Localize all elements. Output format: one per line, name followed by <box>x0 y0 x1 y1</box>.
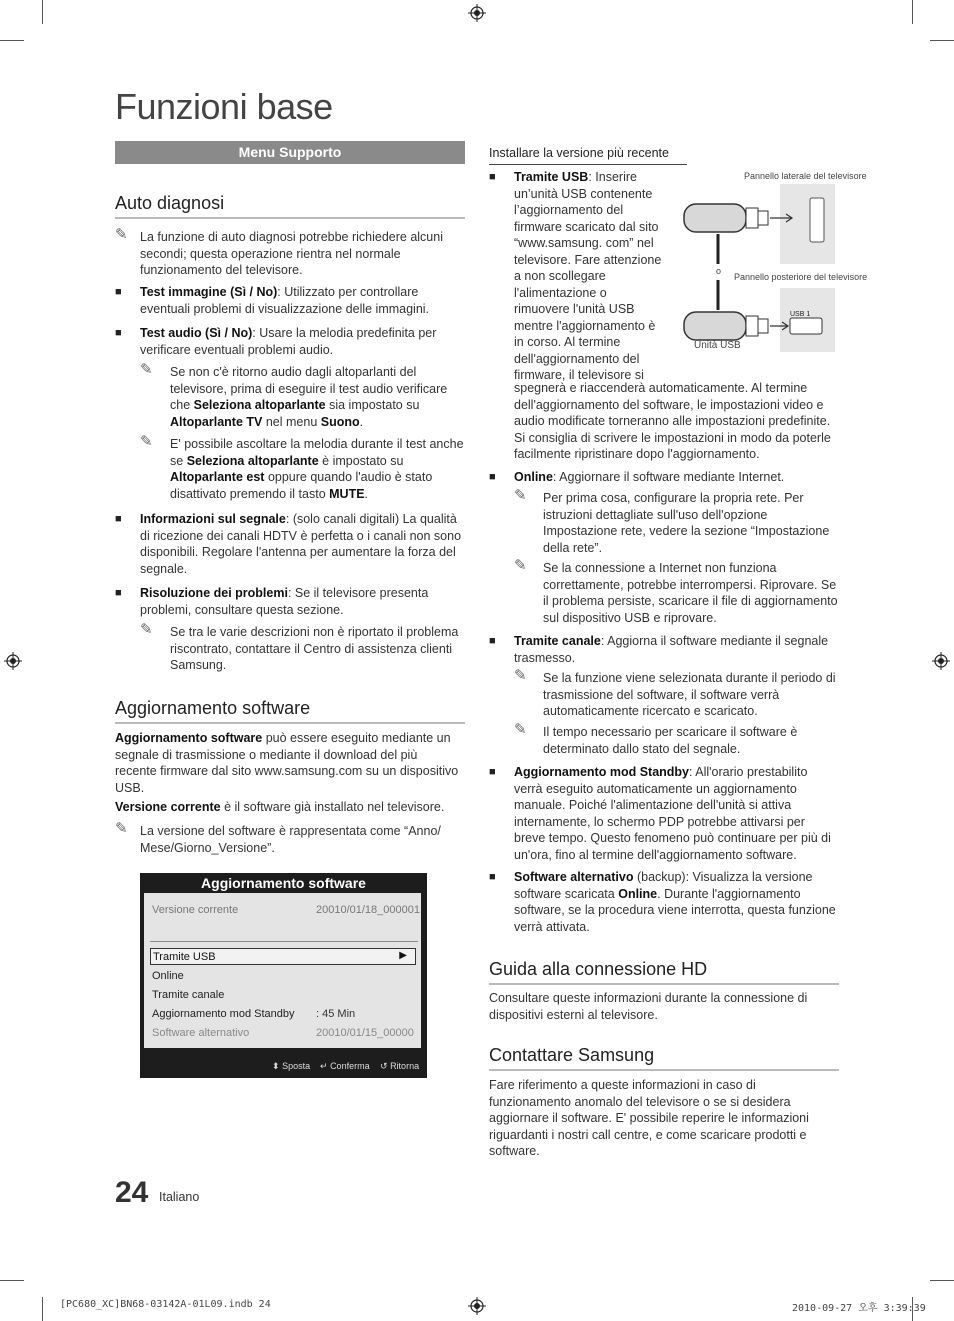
online-item: Online: Aggiornare il software mediante Internet. <box>514 470 785 484</box>
osd-standby-value: : 45 Min <box>316 1008 356 1020</box>
crop-mark <box>42 1297 43 1321</box>
figure-label-or: o <box>716 266 722 276</box>
footer-date-info: 2010-09-27 오후 3:39:39 <box>792 1303 926 1314</box>
crop-mark <box>930 40 954 41</box>
note-pencil-icon: ✎ <box>514 487 527 504</box>
usb-connection-figure <box>680 180 840 356</box>
contattare-heading: Contattare Samsung <box>489 1045 839 1071</box>
crop-mark <box>930 1280 954 1281</box>
square-bullet-icon: ■ <box>115 286 122 298</box>
auto-diagnosi-note: La funzione di auto diagnosi potrebbe richiedere alcuni secondi; questa operazione rientra nel normale funzionamento del televisore. <box>140 230 443 277</box>
canale-note-2: Il tempo necessario per scaricare il software è determinato dallo stato del segnale. <box>543 725 798 756</box>
registration-mark-icon <box>932 652 950 670</box>
osd-item-standby[interactable]: Aggiornamento mod Standby <box>152 1008 295 1020</box>
square-bullet-icon: ■ <box>489 871 496 883</box>
square-bullet-icon: ■ <box>489 635 496 647</box>
software-update-osd <box>140 873 427 1078</box>
figure-label-back-panel: Pannello posteriore del televisore <box>734 272 868 282</box>
note-pencil-icon: ✎ <box>514 721 527 738</box>
square-bullet-icon: ■ <box>115 513 122 525</box>
arrow-right-icon: ▶ <box>399 950 407 961</box>
note-pencil-icon: ✎ <box>140 433 153 450</box>
aggiornamento-paragraph: Aggiornamento software può essere eseguito mediante un segnale di trasmissione o mediante il download del più recente firmware dal sito www.samsung.com su un dispositivo USB. <box>115 731 459 795</box>
standby-item: Aggiornamento mod Standby: All'orario prestabilito verrà eseguito automaticamente un aggiornamento manuale. Poiché l'alimentazione dell'unità si attiva internamente, lo schermo PDP potrebbe attivarsi per breve tempo. Questo fenomeno può continuare per più di un'ora, fino al termine dell'aggiornamento software. <box>514 765 831 862</box>
aggiornamento-heading: Aggiornamento software <box>115 698 465 724</box>
crop-mark <box>912 0 913 24</box>
square-bullet-icon: ■ <box>489 766 496 778</box>
figure-label-usb-drive: Unità USB <box>694 340 741 351</box>
footer-language: Italiano <box>159 1190 200 1204</box>
tramite-usb-continued: spegnerà e riaccenderà automaticamente. Al termine dell'aggiornamento del software, le impostazioni video e audio modificate torneranno alle impostazioni predefinite. Si consiglia di scrivere le impostazioni in modo da poterle facilmente ripristinare dopo l'aggiornamento. <box>514 381 831 461</box>
online-note-2: Se la connessione a Internet non funziona correttamente, potrebbe interrompersi. Riprovare. Se il problema persiste, scaricare il file di aggiornamento sul dispositivo USB e riprovare. <box>543 561 838 625</box>
note-pencil-icon: ✎ <box>115 820 128 837</box>
osd-footer-move[interactable]: ⬍ Sposta <box>272 1061 311 1071</box>
crop-mark <box>42 0 43 24</box>
osd-item-online[interactable]: Online <box>152 970 184 982</box>
osd-item-label: Tramite USB <box>153 951 216 963</box>
osd-footer-confirm[interactable]: ↵ Conferma <box>320 1061 370 1071</box>
problemi-note: Se tra le varie descrizioni non è riportato il problema riscontrato, contattare il Centro di assistenza clienti Samsung. <box>170 625 459 672</box>
return-icon: ↺ <box>380 1061 388 1071</box>
test-immagine-item: Test immagine (Sì / No): Utilizzato per controllare eventuali problemi di visualizzazione delle immagini. <box>140 285 430 316</box>
page-number: 24 <box>115 1176 149 1209</box>
guida-text: Consultare queste informazioni durante la connessione di dispositivi esterni al televisore. <box>489 991 808 1022</box>
versione-corrente-paragraph: Versione corrente è il software già installato nel televisore. <box>115 800 445 814</box>
updown-icon: ⬍ <box>272 1061 280 1071</box>
problemi-item: Risoluzione dei problemi: Se il televisore presenta problemi, consultare questa sezione. <box>140 586 429 617</box>
note-pencil-icon: ✎ <box>115 226 128 243</box>
square-bullet-icon: ■ <box>115 587 122 599</box>
test-audio-note-2: E' possibile ascoltare la melodia durante il test anche se Seleziona altoparlante è impostato su Altoparlante est oppure quando l'audio è stato disattivato premendo il tasto MUTE. <box>170 437 464 501</box>
auto-diagnosi-heading: Auto diagnosi <box>115 193 465 219</box>
crop-mark <box>0 40 24 41</box>
usb-port-label: USB 1 <box>790 311 811 318</box>
registration-mark-icon <box>468 4 486 22</box>
test-audio-note-1: Se non c'è ritorno audio dagli altoparlanti del televisore, prima di eseguire il test audio verificare che Seleziona altoparlante sia impostato su Altoparlante TV nel menu Suono. <box>170 365 448 429</box>
registration-mark-icon <box>4 652 22 670</box>
osd-version-value: 20010/01/18_000001 <box>316 904 420 916</box>
note-pencil-icon: ✎ <box>514 667 527 684</box>
segnale-item: Informazioni sul segnale: (solo canali digitali) La qualità di ricezione dei canali HDTV è perfetta o i canali non sono disponibili. Regolare l'antenna per aumentare la forza del segnale. <box>140 512 462 576</box>
online-note-1: Per prima cosa, configurare la propria rete. Per istruzioni dettagliate sull'uso dell'opzione Impostazione rete, vedere la sezione “Impostazione della rete”. <box>543 491 830 555</box>
guida-heading: Guida alla connessione HD <box>489 959 839 985</box>
osd-item-software-alternativo[interactable]: Software alternativo <box>152 1027 250 1039</box>
software-alternativo-item: Software alternativo (backup): Visualizza la versione software scaricata Online. Durante l'aggiornamento software, se la procedura viene interrotta, questa funzione verrà attivata. <box>514 870 836 934</box>
registration-mark-icon <box>468 1297 486 1315</box>
figure-label-side-panel: Pannello laterale del televisore <box>744 171 867 181</box>
osd-divider <box>150 941 418 942</box>
tramite-canale-item: Tramite canale: Aggiorna il software mediante il segnale trasmesso. <box>514 634 829 665</box>
test-audio-item: Test audio (Sì / No): Usare la melodia predefinita per verificare eventuali problemi audio. <box>140 326 437 357</box>
canale-note-1: Se la funzione viene selezionata durante il periodo di trasmissione del software, il software verrà automaticamente ricercato e scaricato. <box>543 671 836 718</box>
osd-item-tramite-usb[interactable] <box>150 948 416 965</box>
versione-note: La versione del software è rappresentata come “Anno/ Mese/Giorno_Versione”. <box>140 824 441 855</box>
enter-icon: ↵ <box>320 1061 328 1071</box>
square-bullet-icon: ■ <box>489 171 496 183</box>
osd-item-tramite-canale[interactable]: Tramite canale <box>152 989 225 1001</box>
contattare-text: Fare riferimento a queste informazioni in caso di funzionamento anomalo del televisore o se si desidera aggiornare il software. E' possibile reperire le informazioni riguardanti i nostri call centre, e come scaricare prodotti e software. <box>489 1078 809 1158</box>
osd-title: Aggiornamento software <box>201 875 366 891</box>
crop-mark <box>0 1280 24 1281</box>
note-pencil-icon: ✎ <box>140 621 153 638</box>
section-bar: Menu Supporto <box>115 141 465 164</box>
page-title: Funzioni base <box>115 86 333 127</box>
osd-alternativo-value: 20010/01/15_00000 <box>316 1027 414 1039</box>
osd-version-label: Versione corrente <box>152 904 239 916</box>
square-bullet-icon: ■ <box>115 327 122 339</box>
tramite-usb-item: Tramite USB: Inserire un’unità USB contenente l’aggiornamento del firmware scaricato dal sito “www.samsung. com” nel televisore. Fare attenzione a non scollegare l'alimentazione o rimuovere l'unità USB mentre l'aggiornamento è in corso. Al termine dell'aggiornamento del firmware, il televisore si <box>514 170 662 382</box>
osd-footer-return[interactable]: ↺ Ritorna <box>380 1061 420 1071</box>
note-pencil-icon: ✎ <box>514 557 527 574</box>
osd-body <box>144 893 421 1048</box>
note-pencil-icon: ✎ <box>140 361 153 378</box>
installare-heading: Installare la versione più recente <box>489 145 687 165</box>
square-bullet-icon: ■ <box>489 471 496 483</box>
footer-file-info: [PC680_XC]BN68-03142A-01L09.indb 24 <box>60 1299 271 1310</box>
